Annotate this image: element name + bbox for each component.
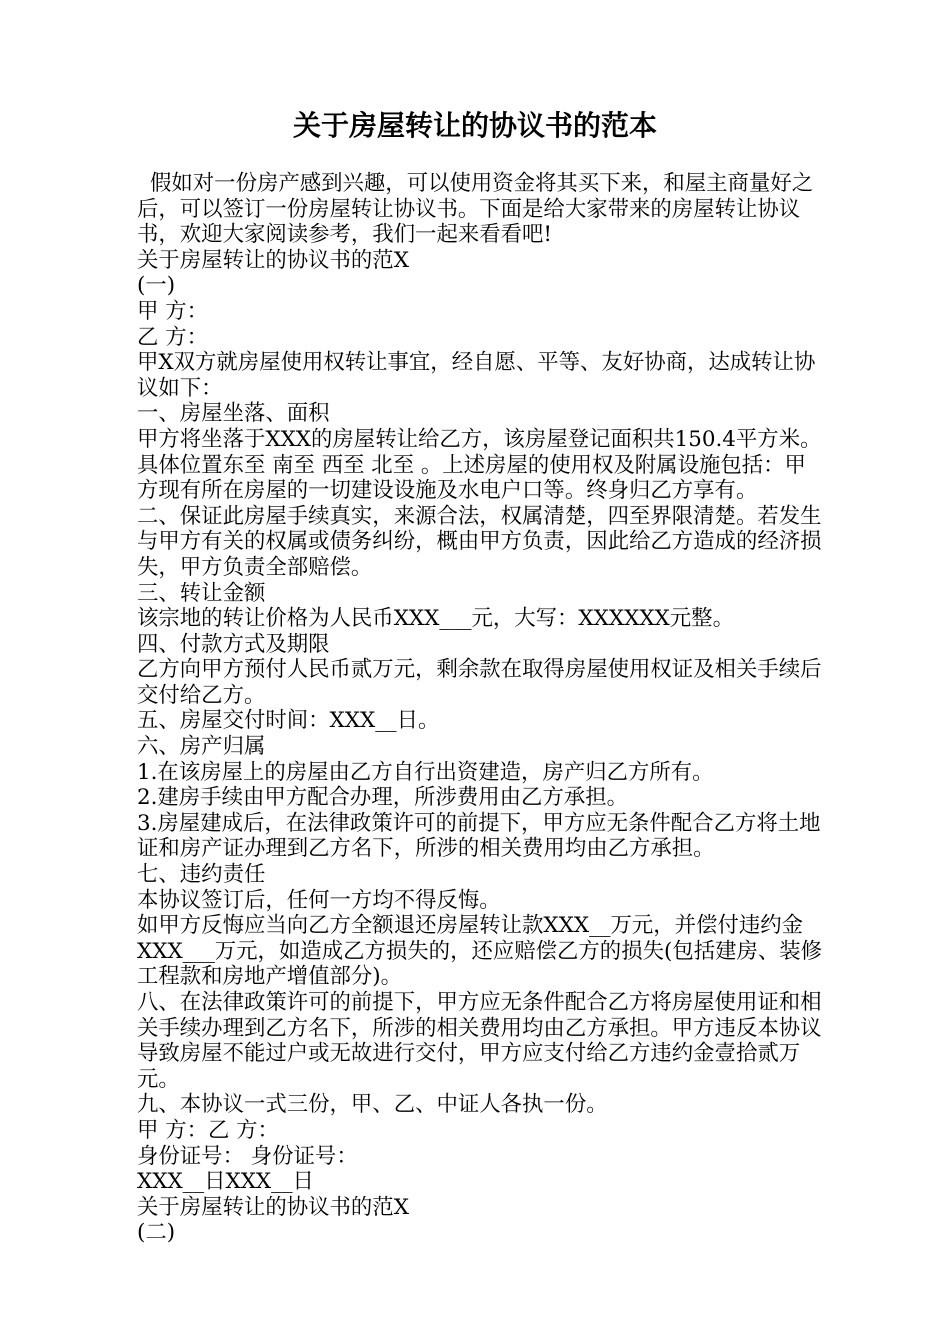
id-number-line: 身份证号： 身份证号：: [137, 1143, 358, 1169]
clause-heading: 三、转让金额: [137, 580, 266, 606]
date-line: XXX__日XXX__日: [137, 1169, 314, 1195]
clause-text: 二、保证此房屋手续真实，来源合法，权属清楚，四至界限清楚。若发生与甲方有关的权属或债务纠纷，概由甲方负责，因此给乙方造成的经济损失，甲方负责全部赔偿。: [137, 503, 822, 580]
clause-heading: 一、房屋坐落、面积: [137, 401, 330, 427]
clause-text: 甲方将坐落于XXX的房屋转让给乙方，该房屋登记面积共150.4平方米。具体位置东至 南至 西至 北至 。上述房屋的使用权及附属设施包括：甲方现有所在房屋的一切建设设施及水电户口等。终身归乙方享有。: [137, 426, 822, 504]
clause-text: 五、房屋交付时间：XXX__日。: [137, 708, 440, 734]
section-heading: 关于房屋转让的协议书的范X: [137, 1194, 409, 1220]
signature-parties-line: 甲 方：乙 方：: [137, 1117, 279, 1143]
agreement-preamble: 甲X双方就房屋使用权转让事宜，经自愿、平等、友好协商，达成转让协议如下：: [137, 350, 816, 401]
clause-text: 如甲方反悔应当向乙方全额退还房屋转让款XXX__万元，并偿付违约金XXX___万元，如造成乙方损失的，还应赔偿乙方的损失(包括建房、装修工程款和房地产增值部分)。: [137, 913, 823, 990]
clause-text: 乙方向甲方预付人民币贰万元，剩余款在取得房屋使用权证及相关手续后交付给乙方。: [137, 657, 822, 708]
party-b-line: 乙 方：: [137, 324, 208, 350]
clause-text: 九、本协议一式三份，甲、乙、中证人各执一份。: [137, 1092, 608, 1118]
clause-text: 八、在法律政策许可的前提下，甲方应无条件配合乙方将房屋使用证和相关手续办理到乙方名下，所涉的相关费用均由乙方承担。甲方违反本协议导致房屋不能过户或无故进行交付，甲方应支付给乙方违约金壹拾贰万元。: [137, 990, 822, 1092]
part-number: (二): [137, 1220, 176, 1246]
clause-text: 该宗地的转让价格为人民币XXX___元，大写：XXXXXX元整。: [137, 606, 734, 632]
clause-heading: 四、付款方式及期限: [137, 631, 330, 657]
clause-heading: 六、房产归属: [137, 734, 266, 760]
document-body: [137, 171, 827, 1246]
document-title: 关于房屋转让的协议书的范本: [292, 109, 657, 142]
intro-paragraph: 假如对一份房产感到兴趣，可以使用资金将其买下来，和屋主商量好之后，可以签订一份房屋转让协议书。下面是给大家带来的房屋转让协议书，欢迎大家阅读参考，我们一起来看看吧!: [137, 171, 814, 248]
party-a-line: 甲 方：: [137, 298, 208, 324]
section-heading: 关于房屋转让的协议书的范X: [137, 247, 409, 273]
list-item: 2.建房手续由甲方配合办理，所涉费用由乙方承担。: [137, 785, 629, 811]
clause-text: 本协议签订后，任何一方均不得反悔。: [137, 887, 501, 913]
list-item: 3.房屋建成后，在法律政策许可的前提下，甲方应无条件配合乙方将土地证和房产证办理到乙方名下，所涉的相关费用均由乙方承担。: [137, 810, 821, 862]
list-item: 1.在该房屋上的房屋由乙方自行出资建造，房产归乙方所有。: [137, 759, 714, 785]
clause-heading: 七、违约责任: [137, 862, 266, 888]
part-number: (一): [137, 273, 176, 299]
